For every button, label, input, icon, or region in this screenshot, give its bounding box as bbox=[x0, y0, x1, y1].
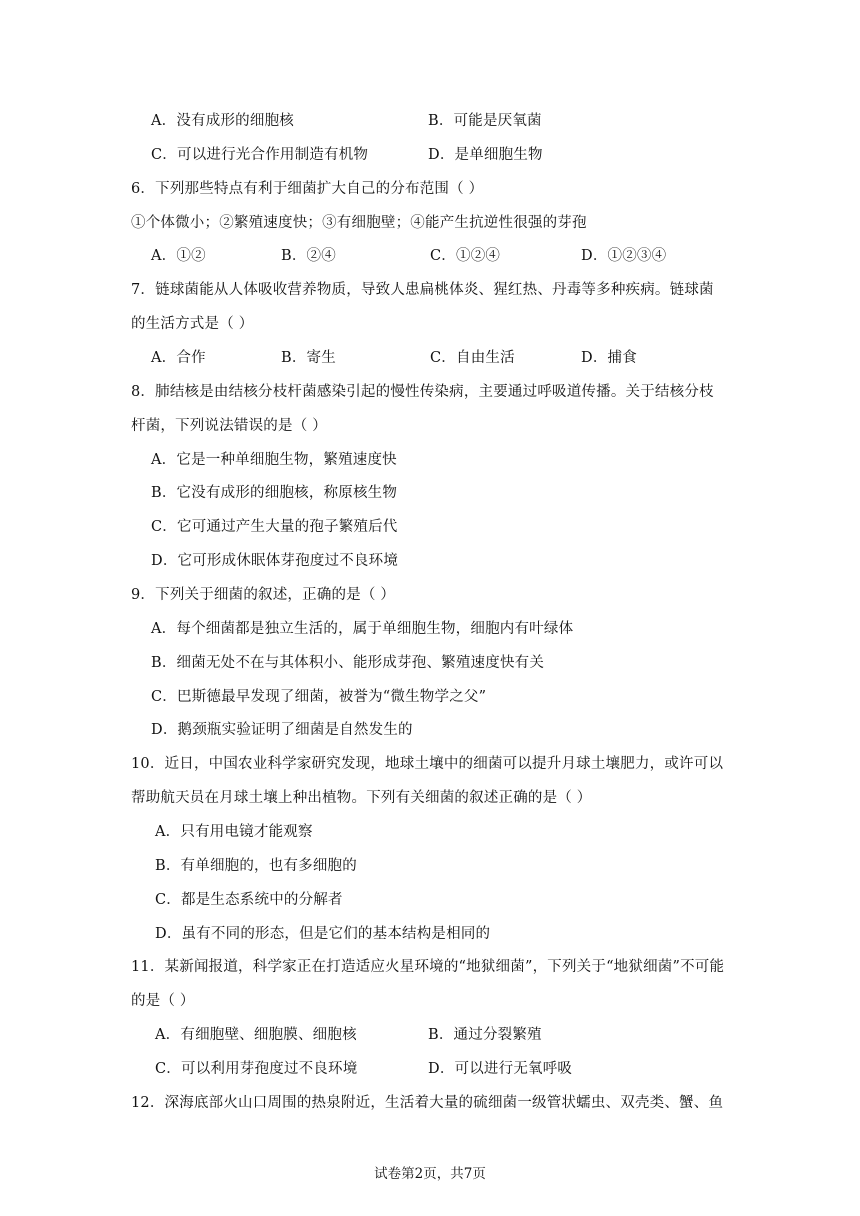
q8-option-c: C．它可通过产生大量的孢子繁殖后代 bbox=[151, 519, 398, 535]
q11-option-c: C．可以利用芽孢度过不良环境 bbox=[155, 1061, 358, 1077]
q6-option-b: B．②④ bbox=[281, 248, 336, 264]
q12-stem-line1: 12．深海底部火山口周围的热泉附近，生活着大量的硫细菌一级管状蠕虫、双壳类、蟹、鱼 bbox=[131, 1095, 724, 1111]
q7-stem-line1: 7．链球菌能从人体吸收营养物质，导致人患扁桃体炎、猩红热、丹毒等多种疾病。链球菌 bbox=[131, 282, 714, 298]
q5-option-b: B．可能是厌氧菌 bbox=[428, 113, 542, 129]
q10-option-b: B．有单细胞的，也有多细胞的 bbox=[155, 858, 357, 874]
q6-stem: 6．下列那些特点有利于细菌扩大自己的分布范围（ ） bbox=[131, 181, 484, 197]
q9-stem: 9．下列关于细菌的叙述，正确的是（ ） bbox=[131, 587, 396, 603]
q7-option-c: C．自由生活 bbox=[430, 350, 515, 366]
q8-option-b: B．它没有成形的细胞核，称原核生物 bbox=[151, 485, 398, 501]
q6-option-a: A．①② bbox=[151, 248, 206, 264]
q5-option-c: C．可以进行光合作用制造有机物 bbox=[151, 147, 369, 163]
q9-option-d: D．鹅颈瓶实验证明了细菌是自然发生的 bbox=[151, 722, 413, 738]
q10-option-a: A．只有用电镜才能观察 bbox=[155, 824, 313, 840]
q6-option-d: D．①②③④ bbox=[581, 248, 667, 264]
q6-features: ①个体微小；②繁殖速度快；③有细胞壁；④能产生抗逆性很强的芽孢 bbox=[131, 215, 587, 231]
q11-stem-line1: 11．某新闻报道，科学家正在打造适应火星环境的“地狱细菌”，下列关于“地狱细菌”不可能 bbox=[131, 959, 725, 975]
q8-option-a: A．它是一种单细胞生物，繁殖速度快 bbox=[151, 452, 397, 468]
q6-option-c: C．①②④ bbox=[430, 248, 501, 264]
q11-option-a: A．有细胞壁、细胞膜、细胞核 bbox=[155, 1027, 357, 1043]
q7-option-b: B．寄生 bbox=[281, 350, 336, 366]
q5-option-d: D．是单细胞生物 bbox=[428, 147, 543, 163]
q10-option-c: C．都是生态系统中的分解者 bbox=[155, 892, 343, 908]
q9-option-b: B．细菌无处不在与其体积小、能形成芽孢、繁殖速度快有关 bbox=[151, 655, 545, 671]
q9-option-c: C．巴斯德最早发现了细菌，被誉为“微生物学之父” bbox=[151, 689, 487, 705]
q8-option-d: D．它可形成休眠体芽孢度过不良环境 bbox=[151, 553, 399, 569]
page-footer: 试卷第2页，共7页 bbox=[374, 1166, 486, 1182]
q11-stem-line2: 的是（ ） bbox=[131, 993, 195, 1009]
q7-stem-line2: 的生活方式是（ ） bbox=[131, 316, 254, 332]
q11-option-b: B．通过分裂繁殖 bbox=[428, 1027, 542, 1043]
q9-option-a: A．每个细菌都是独立生活的，属于单细胞生物，细胞内有叶绿体 bbox=[151, 621, 574, 637]
q10-stem-line1: 10．近日，中国农业科学家研究发现，地球土壤中的细菌可以提升月球土壤肥力，或许可以 bbox=[131, 756, 724, 772]
q10-stem-line2: 帮助航天员在月球土壤上种出植物。下列有关细菌的叙述正确的是（ ） bbox=[131, 790, 592, 806]
q5-option-a: A．没有成形的细胞核 bbox=[151, 113, 294, 129]
q8-stem-line2: 杆菌，下列说法错误的是（ ） bbox=[131, 418, 327, 434]
q8-stem-line1: 8．肺结核是由结核分枝杆菌感染引起的慢性传染病，主要通过呼吸道传播。关于结核分枝 bbox=[131, 384, 714, 400]
q7-option-a: A．合作 bbox=[151, 350, 206, 366]
q7-option-d: D．捕食 bbox=[581, 350, 637, 366]
q10-option-d: D．虽有不同的形态，但是它们的基本结构是相同的 bbox=[155, 926, 491, 942]
q11-option-d: D．可以进行无氧呼吸 bbox=[428, 1061, 573, 1077]
